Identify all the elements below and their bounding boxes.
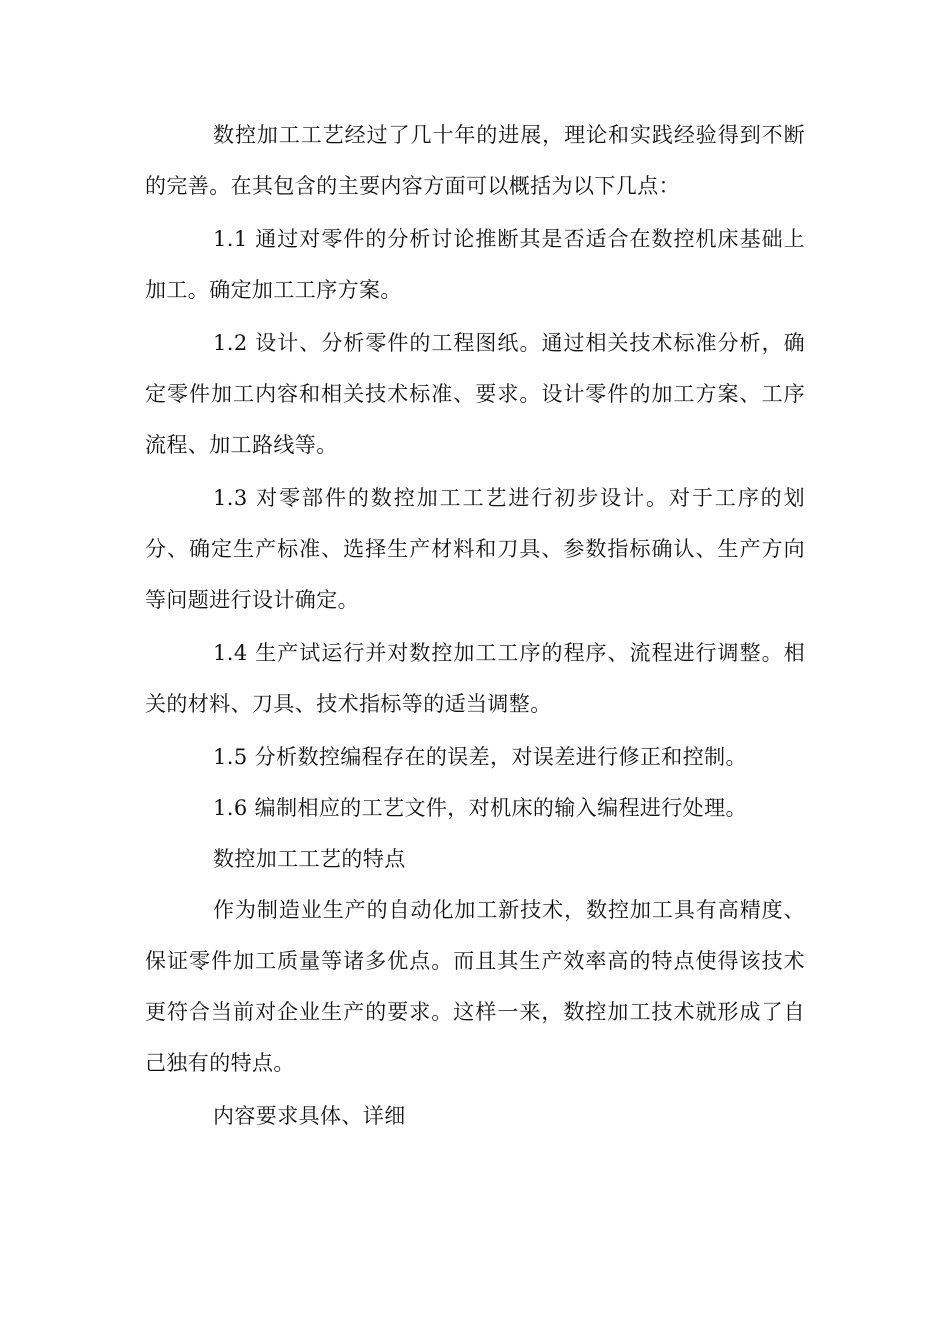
paragraph-item-1-3: 1.3 对零部件的数控加工工艺进行初步设计。对于工序的划分、确定生产标准、选择生产材料和刀具、参数指标确认、生产方向等问题进行设计确定。 — [145, 486, 805, 612]
paragraph-item-1-4: 1.4 生产试运行并对数控加工工序的程序、流程进行调整。相关的材料、刀具、技术指标等的适当调整。 — [145, 641, 805, 716]
section-heading-features: 数控加工工艺的特点 — [213, 847, 406, 871]
section-heading-content: 内容要求具体、详细 — [213, 1104, 406, 1128]
paragraph-intro: 数控加工工艺经过了几十年的进展，理论和实践经验得到不断的完善。在其包含的主要内容方面可以概括为以下几点： — [145, 123, 805, 198]
document-body — [145, 110, 805, 1142]
paragraph-features: 作为制造业生产的自动化加工新技术，数控加工具有高精度、保证零件加工质量等诸多优点。而且其生产效率高的特点使得该技术更符合当前对企业生产的要求。这样一来，数控加工技术就形成了自己独有的特点。 — [145, 898, 805, 1075]
paragraph-item-1-2: 1.2 设计、分析零件的工程图纸。通过相关技术标准分析，确定零件加工内容和相关技术标准、要求。设计零件的加工方案、工序流程、加工路线等。 — [145, 331, 805, 457]
paragraph-item-1-5: 1.5 分析数控编程存在的误差，对误差进行修正和控制。 — [213, 745, 747, 769]
paragraph-item-1-6: 1.6 编制相应的工艺文件，对机床的输入编程进行处理。 — [213, 796, 747, 820]
paragraph-item-1-1: 1.1 通过对零件的分析讨论推断其是否适合在数控机床基础上加工。确定加工工序方案。 — [145, 227, 805, 302]
